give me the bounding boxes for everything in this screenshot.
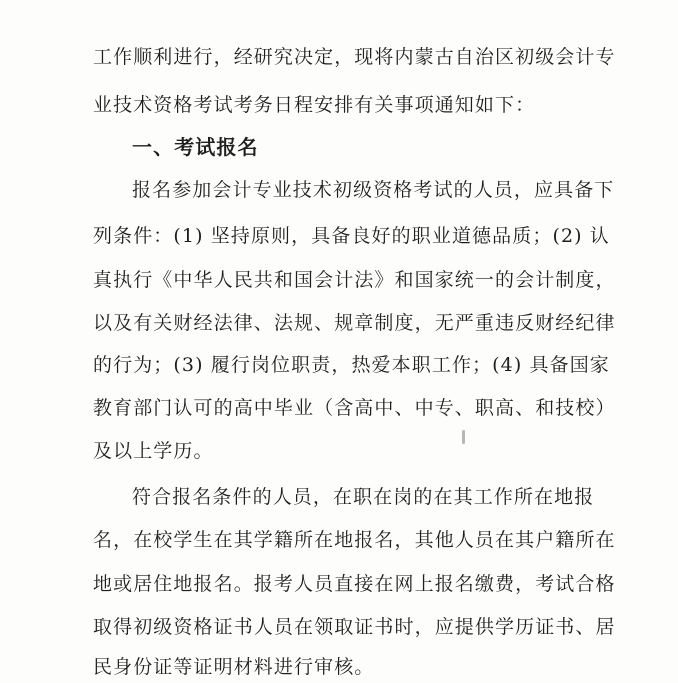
body-text-line-13: 取得初级资格证书人员在领取证书时，应提供学历证书、居 (93, 616, 616, 638)
scan-speck (462, 430, 465, 444)
body-text-line-11: 名，在校学生在其学籍所在地报名，其他人员在其户籍所在 (93, 529, 616, 551)
body-text-line-1: 工作顺利进行，经研究决定，现将内蒙古自治区初级会计专 (93, 46, 616, 68)
body-text-line-7: 的行为；(3) 履行岗位职责，热爱本职工作；(4) 具备国家 (93, 354, 610, 376)
body-text-line-8: 教育部门认可的高中毕业（含高中、中专、职高、和技校） (93, 397, 616, 419)
body-text-line-3: 报名参加会计专业技术初级资格考试的人员，应具备下 (132, 179, 615, 201)
body-text-line-9: 及以上学历。 (93, 440, 214, 462)
body-text-line-4: 列条件：(1) 坚持原则，具备良好的职业道德品质；(2) 认 (93, 225, 610, 247)
section-heading-exam-registration: 一、考试报名 (132, 135, 259, 159)
body-text-line-5: 真执行《中华人民共和国会计法》和国家统一的会计制度， (93, 269, 616, 291)
body-text-line-14: 民身份证等证明材料进行审核。 (93, 656, 375, 678)
body-text-line-2: 业技术资格考试考务日程安排有关事项通知如下： (93, 94, 536, 116)
body-text-line-6: 以及有关财经法律、法规、规章制度，无严重违反财经纪律 (93, 312, 616, 334)
body-text-line-10: 符合报名条件的人员，在职在岗的在其工作所在地报 (132, 486, 595, 508)
body-text-line-12: 地或居住地报名。报考人员直接在网上报名缴费，考试合格 (93, 573, 616, 595)
